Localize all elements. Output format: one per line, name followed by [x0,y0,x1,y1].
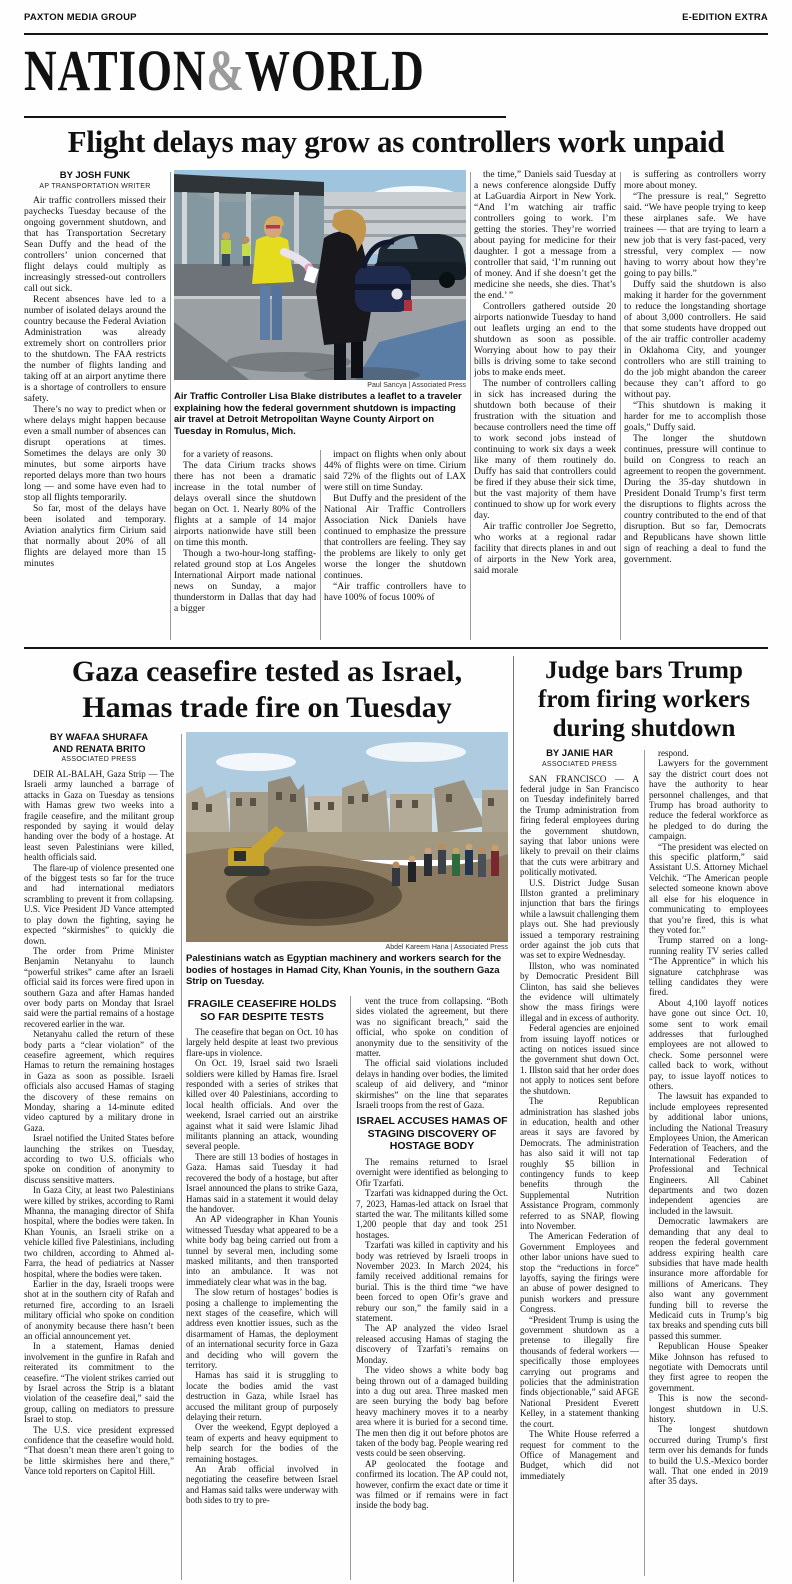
flight-photo-block [174,170,466,437]
gaza-column-a-text [24,769,174,1477]
paragraph: AP geolocated the footage and confirmed its location. The AP could not, however, confirm the exact date or time it was filmed or if remains were in fact inside the body bag. [356,1458,508,1511]
paragraph: There are still 13 bodies of hostages in Gaza. Hamas said Tuesday it had recovered the body of a hostage, but after Israel announced the plans to strike Gaza, Hamas said in a statement it would delay the handover. [186,1151,338,1214]
paragraph: Federal agencies are enjoined from issuing layoff notices or acting on notices issued since the government shut down Oct. 1. Illston said that her order does not apply to notices sent before the shutdown. [520,1023,639,1096]
paragraph: The flare-up of violence presented one of the biggest tests so far for the truce and had international mediators scrambling to prevent it from collapsing. U.S. Vice President JD Vance attempted to play down the fighting, saying he expected “skirmishes” to quickly die down. [24,862,174,946]
column-rule [320,450,321,640]
page-header [24,12,768,23]
paragraph: The lawsuit has expanded to include employees represented by additional labor unions, including the National Treasury Employees Union, the American Federation of Teachers, and the International Federation of Professional and Technical Engineers. All Cabinet departments and two dozen independent agencies are included in the lawsuit. [649,1091,768,1216]
paragraph: The longer the shutdown continues, pressure will continue to build on Congress to reach an agreement to reopen the government. During the 35-day shutdown in President Donald Trump’s first term the disruptions to flights across the country contributed to the end of that disruption. But so far, Democrats and Republicans have shown little sign of reaching a deal to fund the government. [624,434,766,565]
paragraph: Earlier in the day, Israeli troops were shot at in the southern city of Rafah and returned fire, according to an Israeli military official who spoke on condition of anonymity because there hasn’t been an official announcement yet. [24,1278,174,1341]
section-divider-rule [24,647,768,649]
gaza-subhead-1: FRAGILE CEASEFIRE HOLDS SO FAR DESPITE TESTS [187,998,337,1023]
gaza-column-c-bottom-text [356,1157,508,1511]
paragraph: U.S. District Judge Susan Illston granted a preliminary injunction that bars the firings while a lawsuit challenging them plays out. She had previously issued a temporary restraining order against the job cuts that was set to expire Wednesday. [520,877,639,961]
gaza-byline-line1: BY WAFAA SHURAFA [49,732,149,743]
paragraph: “The pressure is real,” Segretto said. “We have people trying to keep these airplanes safe. We have trainees — that are trying to learn a new job that is very fast-paced, very stressful, very complex — now having to worry about how they’re going to pay bills.” [624,192,766,279]
paragraph: The American Federation of Government Employees and other labor unions have sued to stop the “reductions in force” layoffs, saying the firings were an abuse of power designed to punish workers and pressure Congress. [520,1231,639,1315]
gaza-photo-caption: Palestinians watch as Egyptian machinery and workers search for the bodies of hostages in Hamad City, Khan Younis, in the southern Gaza Strip on Tuesday. [186,953,502,987]
column-rule [470,172,471,640]
judge-byline-role: ASSOCIATED PRESS [541,760,618,768]
flight-photo-credit: Paul Sancya | Associated Press [367,382,466,389]
paragraph: Hamas has said it is struggling to locate the bodies amid the vast destruction in Gaza, while Israel has accused the militant group of purposely delaying their return. [186,1370,338,1423]
paragraph: The data Cirium tracks shows there has not been a dramatic increase in the total number of delays overall since the shutdown began on Oct. 1. Nearly 80% of the flights at a sample of 14 major airports nationwide have still been on time this month. [174,461,316,548]
paragraph: “Air traffic controllers have to have 100% of focus 100% of [324,582,466,603]
column-rule [620,172,621,640]
paragraph: DEIR AL-BALAH, Gaza Strip — The Israeli army launched a barrage of attacks in Gaza on Tuesday as tensions with Hamas grew two weeks into a fragile ceasefire, and the militant group responded by saying it would delay handing over the body of a hostage. At least seven Palestinians were killed, health officials said. [24,769,174,863]
paragraph: Israel notified the United States before launching the strikes on Tuesday, according to two U.S. officials who spoke on condition of anonymity to discuss sensitive matters. [24,1133,174,1185]
flight-column-1 [24,170,166,642]
paragraph: impact on flights when only about 44% of flights were on time. Cirium said 72% of the flights out of LAX were still on time Sunday. [324,450,466,493]
paragraph: Netanyahu called the return of these body parts a “clear violation” of the ceasefire agreement, which requires Hamas to return the remaining hostages in Gaza as soon as possible. Israeli officials also accused Hamas of staging the discovery of these remains on Monday, sharing a 14-minute edited video captured by a military drone in Gaza. [24,1029,174,1133]
paragraph: Tzarfati was killed in captivity and his body was retrieved by Israeli troops in November 2023. In March 2024, his family received additional remains for burial. This is the third time “we have been forced to open Ofir’s grave and rebury our son,” the family said in a statement. [356,1240,508,1324]
judge-article-headline: Judge bars Trump from firing workers during shutdown [538,657,750,742]
paragraph: The order from Prime Minister Benjamin Netanyahu to launch “powerful strikes” came after an Israeli official said its forces were fired upon in southern Gaza and after Hamas handed over body parts on Monday that Israel said were the partial remains of a hostage recovered earlier in the war. [24,945,174,1029]
masthead-world: WORLD [244,38,425,103]
paragraph: Recent absences have led to a number of isolated delays around the country because the Federal Aviation Administration was already extremely short on controllers prior to the shutdown. The FAA restricts the number of flights landing and taking off at an airport anytime there is a shortage of controllers to ensure safety. [24,294,166,404]
paragraph: The video shows a white body bag being thrown out of a damaged building into a dug out area. Three masked men are seen burying the body bag before heavy machinery moves it to a nearby area where it is buried for a second time. The men then dig it out before photos are taken of the body bag. People wearing red vests could be seen observing. [356,1365,508,1459]
gaza-headline-line1: Gaza ceasefire tested as Israel, [71,655,463,688]
paragraph: “The president was elected on this specific platform,” said Assistant U.S. Attorney Michael Velchik. “The American people selected someone known above all else for his eloquence in communicating to employees that you’re fired, this is what they voted for.” [649,841,768,935]
paragraph: The remains returned to Israel overnight were identified as belonging to Ofir Tzarfati. [356,1156,508,1188]
column-rule [644,750,645,1576]
gaza-column-a [24,732,174,1580]
paragraph: Though a two-hour-long staffing-related ground stop at Los Angeles International Airport made national news on Sunday, a major thunderstorm in Dallas that day had a bigger [174,549,316,614]
paragraph: Illston, who was nominated by Democratic President Bill Clinton, has said she believes the evidence will ultimately show the mass firings were illegal and in excess of authority. [520,960,639,1023]
paragraph: Controllers gathered outside 20 airports nationwide Tuesday to hand out leaflets urging an end to the shutdown as soon as possible. Worrying about how to pay their bills is driving some to take second jobs to make ends meet. [474,302,616,378]
paragraph: An AP videographer in Khan Younis witnessed Tuesday what appeared to be a white body bag being carried out from a tunnel by several men, including some masked militants, and then transported into an ambulance. It was not immediately clear what was in the bag. [186,1214,338,1287]
paragraph: is suffering as controllers worry more about money. [624,170,766,191]
paragraph: Air traffic controllers missed their paychecks Tuesday because of the ongoing government shutdown, and that has Transportation Secretary Sean Duffy and the head of the controllers’ union concerned that flight delays could multiply as increasingly stressed-out controllers call out sick. [24,195,166,294]
paragraph: The White House referred a request for comment to the Office of Management and Budget, which did not immediately [520,1429,639,1481]
gaza-column-b [186,996,338,1582]
gaza-article-headline [24,654,510,726]
column-rule [181,734,182,1580]
gaza-byline-line2: AND RENATA BRITO [52,743,146,755]
column-rule [170,172,171,640]
gaza-column-b-text [186,1027,338,1506]
flight-column-2 [174,450,316,642]
paragraph: About 4,100 layoff notices have gone out since Oct. 10, some sent to work email addresses that furloughed employees are not allowed to check. Some personnel were called back to work, without pay, to issue layoff notices to others. [649,997,768,1091]
airport-photo-illustration [174,170,466,380]
gaza-byline-role: ASSOCIATED PRESS [61,756,137,763]
paragraph: The longest shutdown occurred during Trump’s first term over his demands for funds to build the U.S.-Mexico border wall. That one ended in 2019 after 35 days. [649,1424,768,1487]
gaza-headline-line2: Hamas trade fire on Tuesday [82,691,452,724]
masthead-nation: NATION [24,38,207,103]
gaza-column-c-top-text [356,996,508,1110]
flight-column-1-text [24,196,166,570]
flight-byline-role: AP TRANSPORTATION WRITER [39,182,151,190]
paragraph: Over the weekend, Egypt deployed a team of experts and heavy equipment to help search for the bodies of the remaining hostages. [186,1422,338,1464]
gaza-subhead-2: ISRAEL ACCUSES HAMAS OF STAGING DISCOVERY OF HOSTAGE BODY [356,1115,508,1153]
paragraph: The official said violations included delays in handing over bodies, the limited scaleup of aid delivery, and “minor skirmishes” on the line that separates Israeli troops from the rest of Gaza. [356,1058,508,1111]
column-rule [350,996,351,1580]
paragraph: Tzarfati was kidnapped during the Oct. 7, 2023, Hamas-led attack on Israel that started the war. The militants killed some 1,200 people that day and took 251 hostages. [356,1188,508,1240]
paragraph: Air traffic controller Joe Segretto, who works at a regional radar facility that directs planes in and out of airports in the New York area, said morale [474,522,616,576]
paragraph: for a variety of reasons. [183,450,273,460]
paragraph: “This shutdown is making it harder for me to accomplish those goals,” Duffy said. [624,401,766,433]
paragraph: Duffy said the shutdown is also making it harder for the government to reduce the longstanding shortage of about 3,000 controllers. He said that some students have dropped out of the air traffic controller academy in Oklahoma City, and younger controllers who are still training to do the job might abandon the career because they can’t afford to go without pay. [624,280,766,400]
paragraph: An Arab official involved in negotiating the ceasefire between Israel and Hamas said talks were underway with both sides to try to pre- [186,1464,338,1506]
flight-column-4 [474,170,616,642]
section-masthead [24,38,425,103]
article-separator-rule [513,656,514,1582]
paragraph: Democratic lawmakers are demanding that any deal to reopen the federal government address expiring health care subsidies that have made health insurance more affordable for millions of Americans. They also want any government funding bill to reverse the Medicaid cuts in Trump’s big tax breaks and spending cuts bill passed this summer. [649,1216,768,1341]
paragraph: Republican House Speaker Mike Johnson has refused to negotiate with Democrats until they first agree to reopen the government. [649,1341,768,1393]
flight-column-5 [624,170,766,642]
judge-column-left [520,748,639,1578]
paragraph: In Gaza City, at least two Palestinians were killed by strikes, according to Rami Mhanna, the managing director of Shifa hospital, where the bodies were taken. In Khan Younis, an Israeli strike on a vehicle killed five Palestinians, including two children, according to Ahmed al-Farra, the head of pediatrics at Nasser hospital, where the bodies were taken. [24,1185,174,1279]
flight-photo-caption: Air Traffic Controller Lisa Blake distributes a leaflet to a traveler explaining how the federal government shutdown is impacting air travel at Detroit Metropolitan Wayne County Airport on Tuesday in Romulus, Mich. [174,391,462,437]
paragraph: So far, most of the delays have been isolated and temporary. Aviation analytics firm Cirium said that normally about 20% of all flights are delayed more than 15 minutes [24,503,166,569]
paragraph: The AP analyzed the video Israel released accusing Hamas of staging the discovery of Tzarfati’s remains on Monday. [356,1323,508,1365]
paragraph: SAN FRANCISCO — A federal judge in San Francisco on Tuesday indefinitely barred the Trump administration from firing federal employees during the government shutdown, saying that labor unions were likely to prevail on their claims that the cuts were arbitrary and politically motivated. [520,773,639,878]
judge-column-right [649,748,768,1578]
paragraph: The U.S. vice president expressed confidence that the ceasefire would hold. “That doesn’t mean there aren’t going to be little skirmishes here and there,” Vance told reporters on Capitol Hill. [24,1424,174,1477]
paragraph: Trump starred on a long-running reality TV series called “The Apprentice” in which his signature catchphrase was telling candidates they were fired. [649,935,768,998]
gaza-photo-illustration [186,732,508,942]
judge-column-left-text [520,774,639,1482]
paragraph: This is now the second-longest shutdown in U.S. history. [649,1393,768,1424]
paragraph: Lawyers for the government say the district court does not have the authority to hear personnel challenges, and that Trump has broad authority to reduce the federal workforce as he pledged to do during the campaign. [649,758,768,842]
paragraph: The Republican administration has slashed jobs in education, health and other areas it says are favored by Democrats. The administration has also said it will not tap roughly $5 billion in contingency funds to keep benefits through the Supplemental Nutrition Assistance Program, commonly referred to as SNAP, flowing into November. [520,1096,639,1231]
paragraph: There’s no way to predict when or where delays might happen because even a small number of absences can disrupt operations at times. Sometimes the delays are only 30 minutes, but some airports have reported delays more than two hours long — and some have even had to stop all flights temporarily. [24,404,166,503]
paragraph: In a statement, Hamas denied involvement in the gunfire in Rafah and reiterated its commitment to the ceasefire. “The violent strikes carried out by Israel across the Strip is a blatant violation of the ceasefire deal,” said the group, calling on mediators to pressure Israel to stop. [24,1341,174,1425]
edition-label: E-EDITION EXTRA [682,12,768,23]
flight-article-headline: Flight delays may grow as controllers work unpaid [67,124,725,159]
publisher-label: PAXTON MEDIA GROUP [24,12,137,23]
flight-byline: BY JOSH FUNK [59,170,131,181]
paragraph: respond. [658,748,689,758]
paragraph: On Oct. 19, Israel said two Israeli soldiers were killed by Hamas fire. Israel responded with a series of strikes that killed over 40 Palestinians, according to local health officials. And over the weekend, Israel carried out an airstrike against what it said were Islamic Jihad militants planning an attack, wounding several people. [186,1058,338,1152]
gaza-photo-block [186,732,508,988]
masthead-rule [24,116,506,118]
paragraph: But Duffy and the president of the National Air Traffic Controllers Association Nick Daniels have continued to emphasize the pressure that controllers are feeling. They say the problems are likely to only get worse the longer the shutdown continues. [324,494,466,581]
gaza-photo-credit: Abdel Kareem Hana | Associated Press [385,944,508,951]
paragraph: The slow return of hostages’ bodies is posing a challenge to implementing the next stages of the ceasefire, which will address even knottier issues, such as the disarmament of Hamas, the deployment of an international security force in Gaza and deciding who will govern the territory. [186,1287,338,1370]
paragraph: The ceasefire that began on Oct. 10 has largely held despite at least two previous flare-ups in violence. [186,1027,338,1058]
masthead-ampersand: & [206,38,245,103]
paragraph: The number of controllers calling in sick has increased during the shutdown both because of their frustration with the situation and because controllers need the time off to work second jobs instead of continuing to work six days a week like many of them routinely do. Duffy has said that controllers could be fired if they abuse their sick time, but the vast majority of them have continued to show up for work every day. [474,379,616,521]
paragraph: the time,” Daniels said Tuesday at a news conference alongside Duffy at LaGuardia Airport in New York. “And I’m watching air traffic controllers going to work. I’m getting the stories. They’re worried about paying for medicine for their daughter. I got a message from a controller that said, ‘I’m running out of money. And if she doesn’t get the medicine she needs, she dies. That’s the end.’ ” [474,170,616,301]
flight-column-3 [324,450,466,642]
judge-byline: BY JANIE HAR [546,748,613,759]
gaza-column-c [356,996,508,1582]
header-rule [24,33,768,35]
paragraph: “President Trump is using the government shutdown as a pretense to illegally fire thousands of federal workers — specifically those employees carrying out programs and policies that the administration finds objectionable,” said AFGE National President Everett Kelley, in a statement thanking the court. [520,1314,639,1429]
paragraph: vent the truce from collapsing. “Both sides violated the agreement, but there was no significant breach,” said the official, who spoke on condition of anonymity due to the sensitivity of the matter. [356,996,508,1059]
